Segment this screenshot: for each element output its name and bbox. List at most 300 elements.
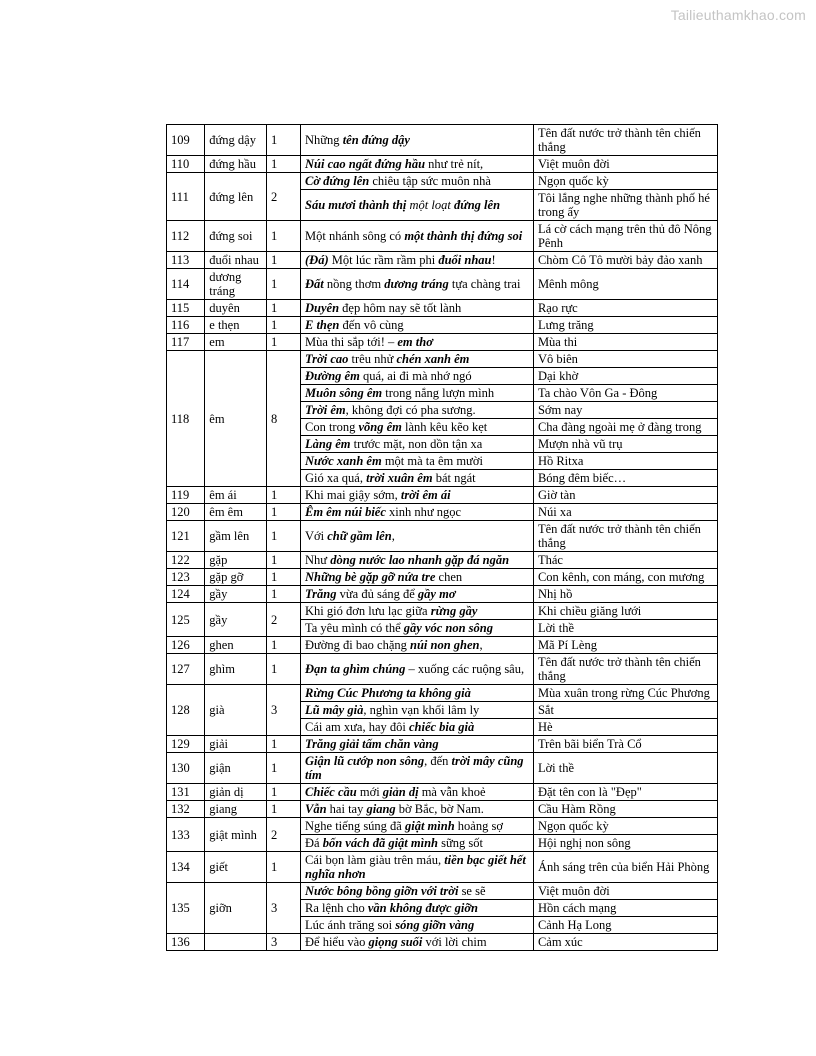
entry-word: giết xyxy=(205,852,267,883)
entry-count: 3 xyxy=(266,934,300,951)
poem-line xyxy=(301,470,534,487)
poem-source: Ngọn quốc kỳ xyxy=(533,818,717,835)
entry-word: êm ái xyxy=(205,487,267,504)
table-row xyxy=(167,654,718,685)
poem-source: Việt muôn đời xyxy=(533,156,717,173)
poem-source: Nhị hồ xyxy=(533,586,717,603)
entry-number: 134 xyxy=(167,852,205,883)
poem-line xyxy=(301,719,534,736)
poem-source: Tên đất nước trở thành tên chiến thắng xyxy=(533,654,717,685)
poem-line xyxy=(301,521,534,552)
table-row xyxy=(167,934,718,951)
poem-source: Tên đất nước trở thành tên chiến thắng xyxy=(533,125,717,156)
highlighted-phrase: Nước bông bồng giỡn với trời xyxy=(305,884,459,898)
highlighted-phrase: giật mình xyxy=(404,819,455,833)
poem-source: Sớm nay xyxy=(533,402,717,419)
poem-source: Thác xyxy=(533,552,717,569)
table-row xyxy=(167,317,718,334)
table-row xyxy=(167,173,718,190)
highlighted-phrase: chữ gầm lên xyxy=(327,529,392,543)
line-text: Cái am xưa, hay đôi xyxy=(305,720,409,734)
line-text: Một nhánh sông có xyxy=(305,229,405,243)
entry-count: 1 xyxy=(266,736,300,753)
line-text: sững sốt xyxy=(438,836,483,850)
poem-source: Ta chào Vôn Ga - Đông xyxy=(533,385,717,402)
table-row xyxy=(167,552,718,569)
highlighted-phrase: một thành thị đứng soi xyxy=(404,229,523,243)
entry-number: 120 xyxy=(167,504,205,521)
poem-source: Núi xa xyxy=(533,504,717,521)
line-text: , xyxy=(391,529,395,543)
entry-count: 1 xyxy=(266,334,300,351)
poem-line xyxy=(301,753,534,784)
highlighted-phrase: sóng giỡn vàng xyxy=(395,918,475,932)
highlighted-phrase: đứng lên xyxy=(453,198,501,212)
poem-source: Mã Pí Lèng xyxy=(533,637,717,654)
table-row xyxy=(167,852,718,883)
entry-number: 126 xyxy=(167,637,205,654)
poem-line xyxy=(301,702,534,719)
highlighted-phrase: Đạn ta ghìm chúng xyxy=(305,662,406,676)
line-text: se sẽ xyxy=(458,884,486,898)
poem-line xyxy=(301,334,534,351)
highlighted-phrase: tiền bạc giết hết nghĩa nhơn xyxy=(305,853,526,881)
line-text: , không đợi có pha sương. xyxy=(345,403,476,417)
poem-line xyxy=(301,156,534,173)
entry-word: gầy xyxy=(205,586,267,603)
poem-line xyxy=(301,351,534,368)
poem-source: Ngọn quốc kỳ xyxy=(533,173,717,190)
poem-line xyxy=(301,252,534,269)
entry-number: 136 xyxy=(167,934,205,951)
entry-word: gầy xyxy=(205,603,267,637)
table-row xyxy=(167,736,718,753)
line-text: chiêu tập sức muôn nhà xyxy=(369,174,491,188)
poem-line xyxy=(301,173,534,190)
line-text: như trẻ nít, xyxy=(425,157,484,171)
poem-line xyxy=(301,552,534,569)
table-row xyxy=(167,156,718,173)
poem-source: Sắt xyxy=(533,702,717,719)
entry-count: 2 xyxy=(266,603,300,637)
entry-word: đứng dậy xyxy=(205,125,267,156)
entry-count: 3 xyxy=(266,685,300,736)
line-text: Ra lệnh cho xyxy=(305,901,368,915)
line-text: bờ Bắc, bờ Nam. xyxy=(395,802,484,816)
entry-count: 1 xyxy=(266,753,300,784)
entry-number: 114 xyxy=(167,269,205,300)
entry-count: 1 xyxy=(266,252,300,269)
poem-line xyxy=(301,818,534,835)
highlighted-phrase: rừng gầy xyxy=(430,604,478,618)
entry-number: 119 xyxy=(167,487,205,504)
line-text: chen xyxy=(435,570,463,584)
poem-line xyxy=(301,603,534,620)
entry-word: ghen xyxy=(205,637,267,654)
line-text: Nghe tiếng súng đã xyxy=(305,819,405,833)
poem-line xyxy=(301,419,534,436)
entry-word: em xyxy=(205,334,267,351)
entry-number: 133 xyxy=(167,818,205,852)
highlighted-phrase: giản dị xyxy=(382,785,419,799)
poem-line xyxy=(301,917,534,934)
entry-word: gầm lên xyxy=(205,521,267,552)
entry-count: 1 xyxy=(266,521,300,552)
entry-number: 109 xyxy=(167,125,205,156)
poem-line xyxy=(301,190,534,221)
highlighted-phrase: Duyên xyxy=(305,301,340,315)
entry-number: 125 xyxy=(167,603,205,637)
table-row xyxy=(167,685,718,702)
line-text: đến vô cùng xyxy=(339,318,404,332)
line-text: , nghìn vạn khối lâm ly xyxy=(363,703,480,717)
entry-number: 124 xyxy=(167,586,205,603)
poem-line xyxy=(301,637,534,654)
poem-line xyxy=(301,934,534,951)
table-row xyxy=(167,586,718,603)
highlighted-phrase: Những bè gặp gỡ nứa tre xyxy=(305,570,436,584)
highlighted-phrase: Êm êm núi biếc xyxy=(305,505,386,519)
table-row xyxy=(167,801,718,818)
line-text: Lúc ánh trăng soi xyxy=(305,918,396,932)
entry-number: 111 xyxy=(167,173,205,221)
table-row xyxy=(167,334,718,351)
entry-word: giản dị xyxy=(205,784,267,801)
poem-source: Giờ tàn xyxy=(533,487,717,504)
entry-count: 1 xyxy=(266,552,300,569)
highlighted-phrase: Núi cao ngất đứng hầu xyxy=(305,157,426,171)
line-text: quá, ai đi mà nhớ ngó xyxy=(359,369,472,383)
entry-word: giận xyxy=(205,753,267,784)
poem-source: Lá cờ cách mạng trên thủ đô Nông Pênh xyxy=(533,221,717,252)
line-text: mới xyxy=(356,785,383,799)
entry-number: 118 xyxy=(167,351,205,487)
highlighted-phrase: chén xanh êm xyxy=(396,352,470,366)
poem-line xyxy=(301,436,534,453)
highlighted-phrase: Vẫn xyxy=(305,802,327,816)
table-row xyxy=(167,784,718,801)
highlighted-phrase: tên đứng dậy xyxy=(342,133,410,147)
highlighted-phrase: giang xyxy=(366,802,396,816)
entry-number: 115 xyxy=(167,300,205,317)
poem-source: Khi chiều giăng lưới xyxy=(533,603,717,620)
highlighted-phrase: trời êm ái xyxy=(400,488,451,502)
entry-number: 112 xyxy=(167,221,205,252)
entry-number: 113 xyxy=(167,252,205,269)
poem-source: Dại khờ xyxy=(533,368,717,385)
highlighted-phrase: vần không được giỡn xyxy=(367,901,478,915)
highlighted-phrase: Chiếc cầu xyxy=(305,785,357,799)
line-text: Khi mai giậy sớm, xyxy=(305,488,401,502)
entry-number: 123 xyxy=(167,569,205,586)
line-text: Những xyxy=(305,133,343,147)
poem-line xyxy=(301,402,534,419)
poem-line xyxy=(301,453,534,470)
table-row xyxy=(167,521,718,552)
poem-source: Mượn nhà vũ trụ xyxy=(533,436,717,453)
poem-source: Trên bãi biển Trà Cổ xyxy=(533,736,717,753)
entry-number: 117 xyxy=(167,334,205,351)
line-text: Cái bọn làm giàu trên máu, xyxy=(305,853,445,867)
entry-word: duyên xyxy=(205,300,267,317)
highlighted-phrase: Nước xanh êm xyxy=(305,454,382,468)
highlighted-phrase: dương tráng xyxy=(384,277,449,291)
poem-line xyxy=(301,504,534,521)
entry-count: 1 xyxy=(266,654,300,685)
poem-line xyxy=(301,269,534,300)
line-text: Đá xyxy=(305,836,323,850)
entry-count: 1 xyxy=(266,221,300,252)
table-row xyxy=(167,504,718,521)
entry-word: đứng hầu xyxy=(205,156,267,173)
poem-source: Rạo rực xyxy=(533,300,717,317)
poem-source: Mùa thi xyxy=(533,334,717,351)
line-text: Để hiểu vào xyxy=(305,935,369,949)
poem-line xyxy=(301,900,534,917)
line-text: hoảng sợ xyxy=(454,819,503,833)
entry-number: 131 xyxy=(167,784,205,801)
poem-source: Đặt tên con là "Đẹp" xyxy=(533,784,717,801)
entry-count: 1 xyxy=(266,637,300,654)
line-text: – xuống các ruộng sâu, xyxy=(405,662,525,676)
line-text: hai tay xyxy=(326,802,367,816)
poem-line xyxy=(301,221,534,252)
poem-source: Ánh sáng trên của biển Hải Phòng xyxy=(533,852,717,883)
line-text: trước mặt, non dồn tận xa xyxy=(350,437,483,451)
poem-source: Việt muôn đời xyxy=(533,883,717,900)
poem-line xyxy=(301,784,534,801)
poem-line xyxy=(301,368,534,385)
entry-number: 129 xyxy=(167,736,205,753)
entry-word: đứng soi xyxy=(205,221,267,252)
line-text: tựa chàng trai xyxy=(448,277,521,291)
highlighted-phrase: Lũ mây già xyxy=(305,703,364,717)
watermark: Tailieuthamkhao.com xyxy=(670,7,806,23)
highlighted-phrase: Giận lũ cướp non sông xyxy=(305,754,425,768)
poem-line xyxy=(301,569,534,586)
entry-word: giỡn xyxy=(205,883,267,934)
entry-count: 1 xyxy=(266,784,300,801)
table-row xyxy=(167,753,718,784)
line-text: Mùa thi sắp tới! – xyxy=(305,335,398,349)
poem-source: Hội nghị non sông xyxy=(533,835,717,852)
line-text: một loạt xyxy=(406,198,454,212)
vocabulary-table xyxy=(166,124,718,951)
table-row xyxy=(167,300,718,317)
poem-source: Con kênh, con máng, con mương xyxy=(533,569,717,586)
entry-number: 135 xyxy=(167,883,205,934)
poem-source: Bóng đêm biếc… xyxy=(533,470,717,487)
table-row xyxy=(167,818,718,835)
line-text: trong nắng lượn mình xyxy=(382,386,495,400)
highlighted-phrase: Làng êm xyxy=(305,437,351,451)
highlighted-phrase: gầy mơ xyxy=(417,587,456,601)
poem-source: Cảnh Hạ Long xyxy=(533,917,717,934)
entry-count: 1 xyxy=(266,504,300,521)
line-text: Như xyxy=(305,553,331,567)
entry-word: già xyxy=(205,685,267,736)
highlighted-phrase: trời mây cũng tím xyxy=(305,754,524,782)
highlighted-phrase: giọng suối xyxy=(368,935,423,949)
poem-source: Mênh mông xyxy=(533,269,717,300)
highlighted-phrase: Sáu mươi thành thị xyxy=(305,198,407,212)
highlighted-phrase: đuổi nhau xyxy=(438,253,492,267)
line-text: bát ngát xyxy=(432,471,476,485)
line-text: Một lúc rầm rầm phi xyxy=(328,253,439,267)
line-text: mà vẫn khoẻ xyxy=(418,785,486,799)
poem-source: Hồ Ritxa xyxy=(533,453,717,470)
highlighted-phrase: Đất xyxy=(305,277,324,291)
line-text: Với xyxy=(305,529,328,543)
entry-word: giang xyxy=(205,801,267,818)
poem-line xyxy=(301,685,534,702)
line-text: trêu nhử xyxy=(348,352,397,366)
entry-count: 1 xyxy=(266,586,300,603)
entry-count: 1 xyxy=(266,569,300,586)
entry-number: 130 xyxy=(167,753,205,784)
highlighted-phrase: Cờ đứng lên xyxy=(305,174,370,188)
entry-word: êm xyxy=(205,351,267,487)
entry-count: 1 xyxy=(266,852,300,883)
poem-line xyxy=(301,654,534,685)
highlighted-phrase: Đường êm xyxy=(305,369,360,383)
highlighted-phrase: chiếc bia già xyxy=(408,720,475,734)
table-row xyxy=(167,637,718,654)
entry-count: 1 xyxy=(266,300,300,317)
entry-word: giật mình xyxy=(205,818,267,852)
entry-count: 1 xyxy=(266,801,300,818)
line-text: ! xyxy=(491,253,496,267)
poem-line xyxy=(301,300,534,317)
highlighted-phrase: Rừng Cúc Phương ta không già xyxy=(305,686,471,700)
line-text: Con trong xyxy=(305,420,359,434)
line-text: Khi gió đơn lưu lạc giữa xyxy=(305,604,431,618)
poem-line xyxy=(301,317,534,334)
entry-count: 8 xyxy=(266,351,300,487)
entry-word: đứng lên xyxy=(205,173,267,221)
poem-source: Lời thề xyxy=(533,620,717,637)
poem-source: Cảm xúc xyxy=(533,934,717,951)
table-row xyxy=(167,252,718,269)
poem-source: Vô biên xyxy=(533,351,717,368)
poem-line xyxy=(301,385,534,402)
poem-source: Tên đất nước trở thành tên chiến thắng xyxy=(533,521,717,552)
table-row xyxy=(167,351,718,368)
poem-source: Hè xyxy=(533,719,717,736)
entry-word: êm êm xyxy=(205,504,267,521)
poem-source: Cầu Hàm Rồng xyxy=(533,801,717,818)
poem-source: Chòm Cô Tô mười bảy đảo xanh xyxy=(533,252,717,269)
line-text: Đường đi bao chặng xyxy=(305,638,411,652)
table-row xyxy=(167,125,718,156)
entry-word xyxy=(205,934,267,951)
poem-line xyxy=(301,883,534,900)
line-text: , xyxy=(479,638,483,652)
line-text: Gió xa quá, xyxy=(305,471,367,485)
entry-count: 1 xyxy=(266,125,300,156)
poem-line xyxy=(301,801,534,818)
highlighted-phrase: (Đá) xyxy=(305,253,329,267)
entry-number: 121 xyxy=(167,521,205,552)
entry-number: 116 xyxy=(167,317,205,334)
entry-number: 128 xyxy=(167,685,205,736)
highlighted-phrase: bốn vách đã giật mình xyxy=(322,836,438,850)
highlighted-phrase: võng êm xyxy=(358,420,402,434)
table-row xyxy=(167,221,718,252)
highlighted-phrase: Muôn sông êm xyxy=(305,386,383,400)
highlighted-phrase: trời xuân êm xyxy=(366,471,433,485)
entry-word: gặp gỡ xyxy=(205,569,267,586)
line-text: đẹp hôm nay sẽ tốt lành xyxy=(339,301,462,315)
poem-source: Lưng trăng xyxy=(533,317,717,334)
entry-word: ghìm xyxy=(205,654,267,685)
poem-source: Hồn cách mạng xyxy=(533,900,717,917)
poem-source: Tôi lắng nghe những thành phố hé trong ấy xyxy=(533,190,717,221)
table-row xyxy=(167,569,718,586)
entry-word: e thẹn xyxy=(205,317,267,334)
entry-count: 1 xyxy=(266,156,300,173)
highlighted-phrase: Trăng giải tấm chăn vàng xyxy=(305,737,439,751)
poem-line xyxy=(301,487,534,504)
line-text: lành kêu kẽo kẹt xyxy=(401,420,488,434)
line-text: với lời chim xyxy=(422,935,487,949)
poem-line xyxy=(301,852,534,883)
line-text: , đến xyxy=(424,754,452,768)
entry-number: 122 xyxy=(167,552,205,569)
entry-count: 2 xyxy=(266,173,300,221)
line-text: vừa đủ sáng để xyxy=(336,587,418,601)
entry-number: 132 xyxy=(167,801,205,818)
poem-line xyxy=(301,736,534,753)
highlighted-phrase: núi non ghen xyxy=(410,638,480,652)
entry-count: 2 xyxy=(266,818,300,852)
highlighted-phrase: Trời êm xyxy=(305,403,346,417)
line-text: nồng thơm xyxy=(323,277,385,291)
entry-count: 1 xyxy=(266,317,300,334)
line-text: Ta yêu mình có thể xyxy=(305,621,404,635)
entry-word: giải xyxy=(205,736,267,753)
highlighted-phrase: gầy vóc non sông xyxy=(403,621,493,635)
line-text: xinh như ngọc xyxy=(385,505,462,519)
highlighted-phrase: Trăng xyxy=(305,587,337,601)
poem-source: Mùa xuân trong rừng Cúc Phương xyxy=(533,685,717,702)
poem-line xyxy=(301,125,534,156)
poem-source: Lời thề xyxy=(533,753,717,784)
entry-word: đuổi nhau xyxy=(205,252,267,269)
entry-number: 110 xyxy=(167,156,205,173)
poem-line xyxy=(301,620,534,637)
entry-count: 3 xyxy=(266,883,300,934)
entry-word: dương tráng xyxy=(205,269,267,300)
highlighted-phrase: em thơ xyxy=(397,335,433,349)
poem-source: Cha đàng ngoài mẹ ở đàng trong xyxy=(533,419,717,436)
poem-line xyxy=(301,835,534,852)
table-row xyxy=(167,269,718,300)
highlighted-phrase: Trời cao xyxy=(305,352,349,366)
entry-count: 1 xyxy=(266,487,300,504)
table-row xyxy=(167,603,718,620)
poem-line xyxy=(301,586,534,603)
line-text: một mà ta êm mười xyxy=(381,454,483,468)
entry-number: 127 xyxy=(167,654,205,685)
entry-word: gặp xyxy=(205,552,267,569)
highlighted-phrase: E thẹn xyxy=(305,318,340,332)
highlighted-phrase: dòng nước lao nhanh gặp đá ngăn xyxy=(330,553,510,567)
table-row xyxy=(167,883,718,900)
table-body xyxy=(167,125,718,951)
table-row xyxy=(167,487,718,504)
entry-count: 1 xyxy=(266,269,300,300)
